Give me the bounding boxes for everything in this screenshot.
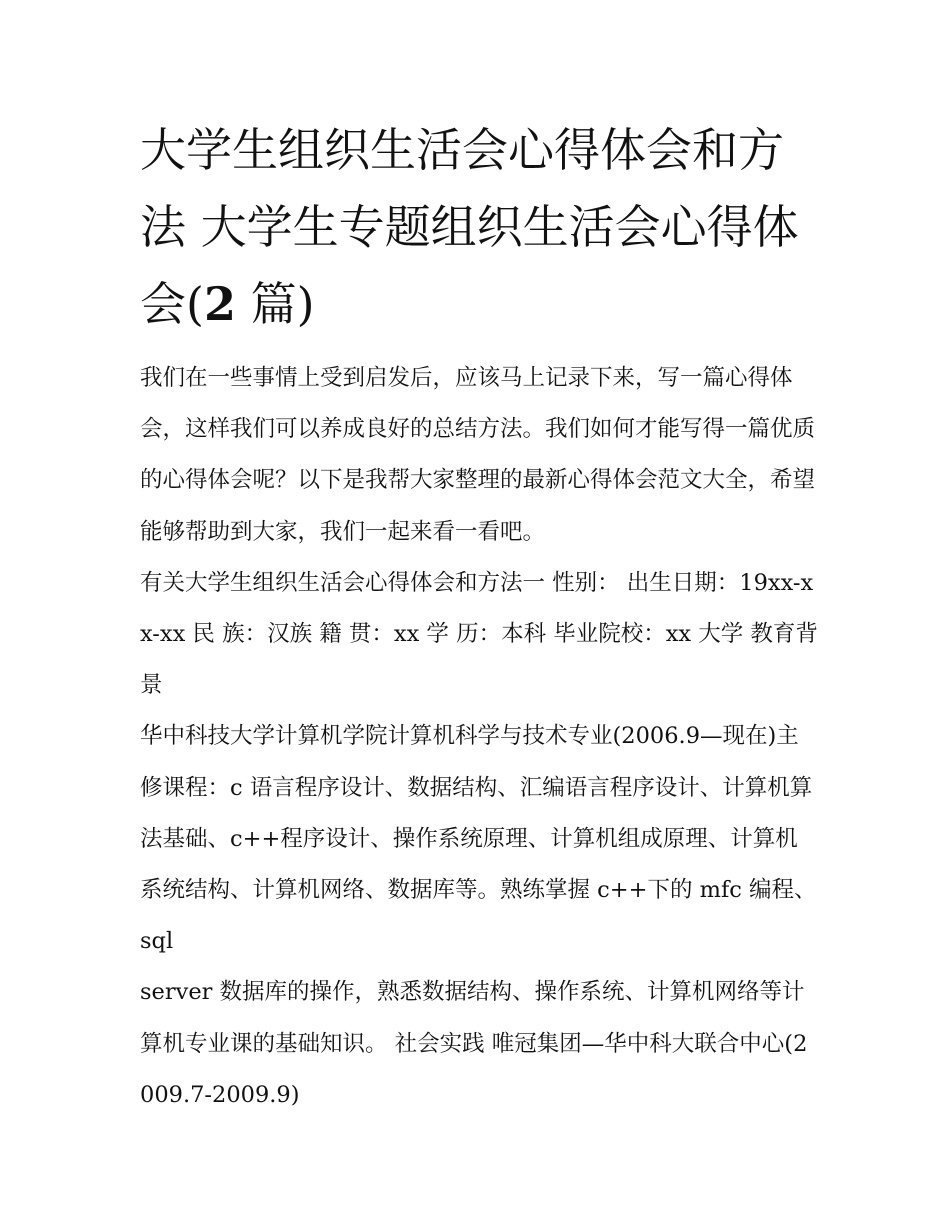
paragraph-personal-info: 有关大学生组织生活会心得体会和方法一 性别： 出生日期：19xx-xx-xx 民 族：汉族 籍 贯：xx 学 历：本科 毕业院校：xx 大学 教育背景 <box>140 569 818 699</box>
title-text-bold: 2 <box>203 277 236 331</box>
document-body <box>140 353 820 1121</box>
document-title <box>140 112 820 343</box>
paragraph-intro: 我们在一些事情上受到启发后，应该马上记录下来，写一篇心得体会，这样我们可以养成良好的总结方法。我们如何才能写得一篇优质的心得体会呢？以下是我帮大家整理的最新心得体会范文大全，希望能够帮助到大家，我们一起来看一看吧。 <box>140 365 816 545</box>
title-text-part2: 篇) <box>235 277 315 331</box>
title-text-part1: 大学生组织生活会心得体会和方法 大学生专题组织生活会心得体会( <box>140 123 799 331</box>
paragraph-practice: server 数据库的操作，熟悉数据结构、操作系统、计算机网络等计算机专业课的基础知识。 社会实践 唯冠集团—华中科大联合中心(2009.7-2009.9) <box>140 979 808 1108</box>
paragraph-education: 华中科技大学计算机学院计算机科学与技术专业(2006.9—现在)主修课程：c 语言程序设计、数据结构、汇编语言程序设计、计算机算法基础、c++程序设计、操作系统原理、计算机组成原理、计算机系统结构、计算机网络、数据库等。熟练掌握 c++下的 mfc 编程、sql <box>140 723 817 955</box>
